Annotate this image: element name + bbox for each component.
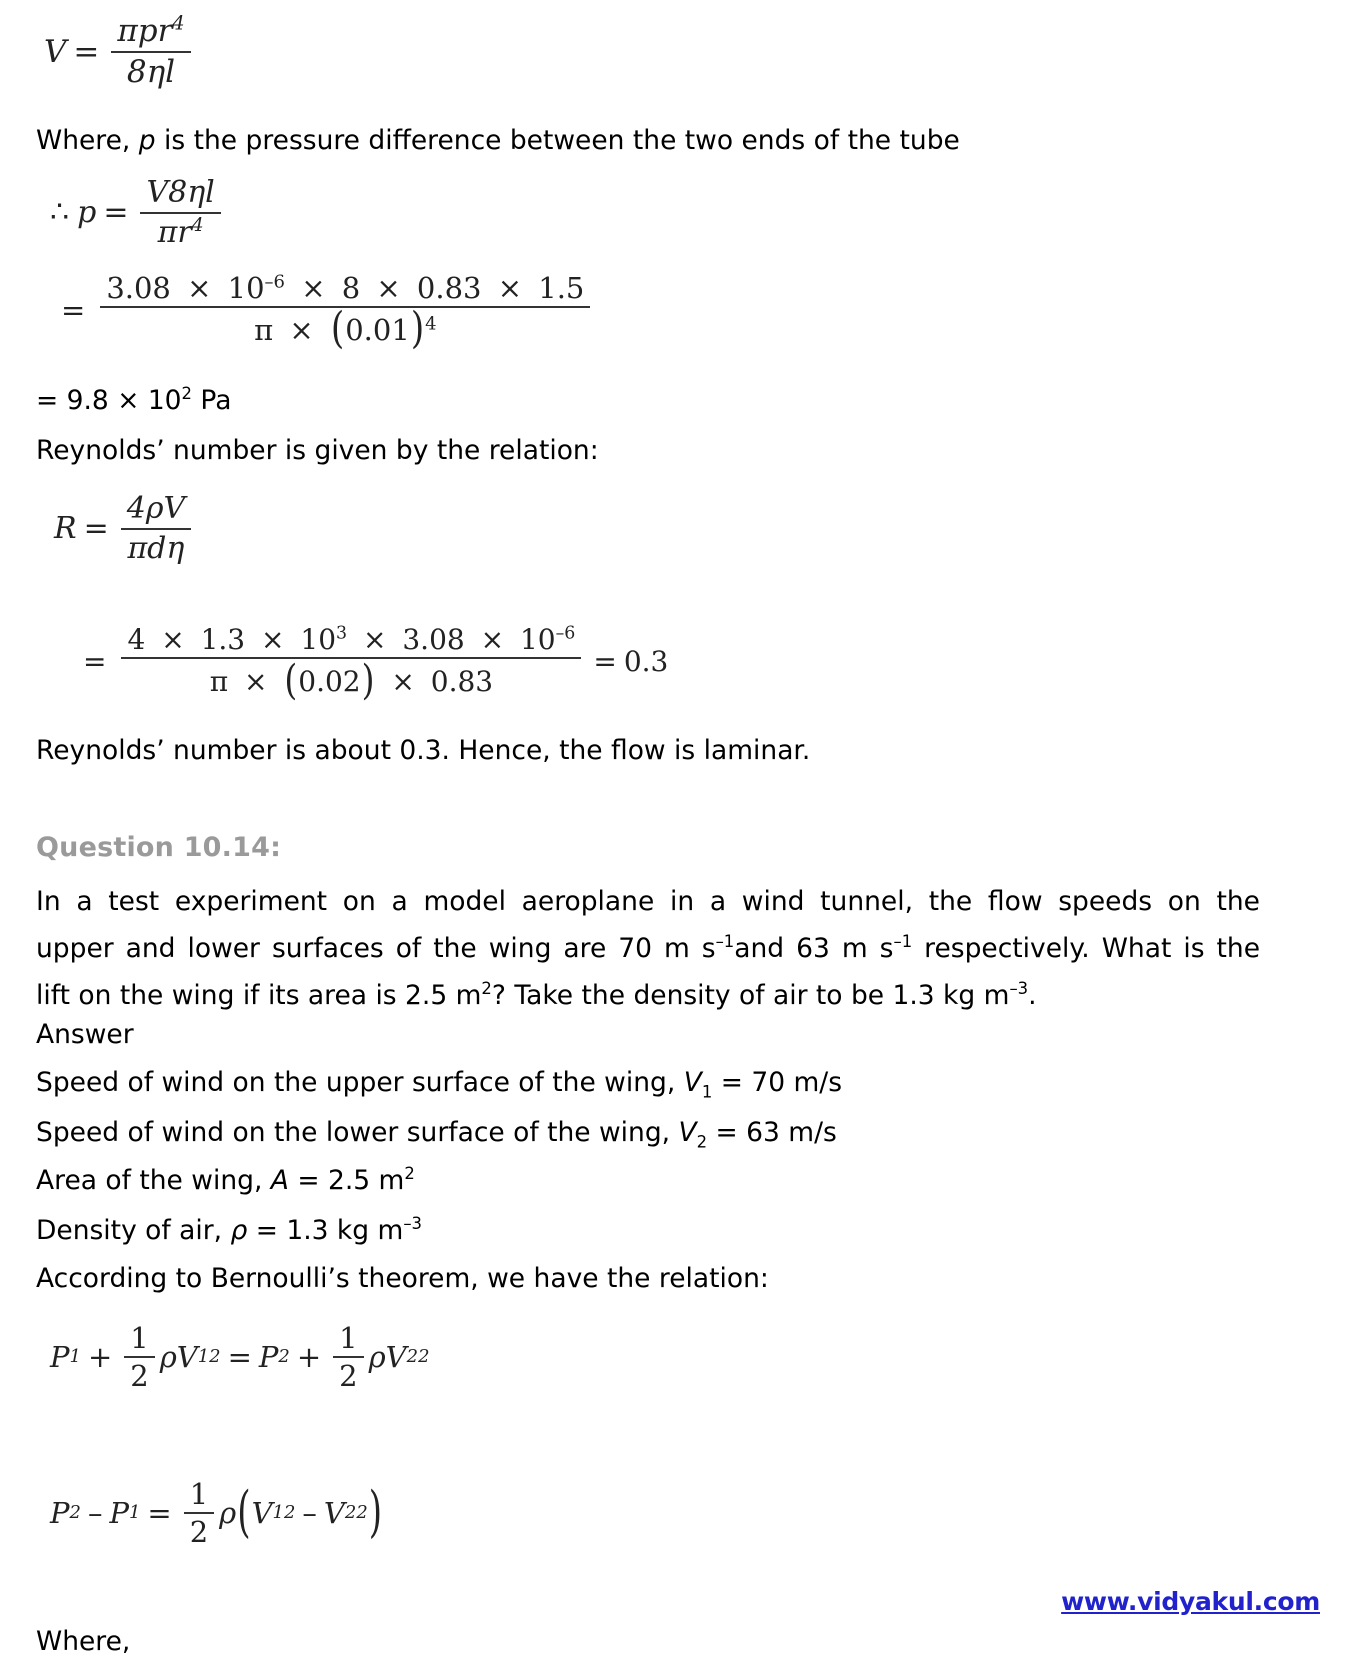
bernoulli-p1: P — [50, 1340, 70, 1375]
rn-times-1: × — [161, 623, 185, 656]
rn-times-4: × — [480, 623, 505, 656]
area-value: = 2.5 m — [288, 1165, 405, 1196]
pd-inner-minus: – — [302, 1496, 317, 1531]
bernoulli-plus-2: + — [296, 1340, 322, 1375]
rn-c-exponent: 3 — [336, 623, 348, 644]
rn-d: 3.08 — [402, 623, 465, 656]
question-line-2b: and 63 m s — [734, 933, 894, 965]
variable-v2: V — [678, 1117, 697, 1148]
question-line-1-text: In a test experiment on a model aeroplane in a wind tunnel, the flow speeds on the — [36, 886, 1260, 917]
numeric-c: 8 — [341, 271, 361, 305]
paren-close: ) — [410, 304, 425, 355]
fraction-bar — [140, 212, 220, 214]
numeric-b-exponent: –6 — [264, 271, 285, 293]
upper-speed-value: = 70 m/s — [712, 1067, 843, 1098]
question-line-3 — [36, 972, 1260, 1019]
reynolds-equals: = — [83, 511, 109, 547]
variable-p: p — [138, 125, 156, 156]
bernoulli-half-numerator: 1 — [130, 1321, 149, 1355]
times-3: × — [376, 271, 401, 305]
equation-pressure-difference: P 2 – P 1 = $\frac{1}{2}$ ρ ( V 1 2 – V 2 2 ) — [50, 1477, 383, 1550]
equation-reynolds-numeric — [76, 623, 669, 705]
bernoulli-half-denominator: 2 — [130, 1359, 149, 1394]
equation-pressure-numeric — [54, 271, 595, 355]
reynolds-intro-text: Reynolds’ number is given by the relation: — [36, 435, 599, 466]
question-line-2-sup-1: –1 — [715, 932, 735, 952]
pd-v1: V — [251, 1496, 273, 1531]
question-line-3c: . — [1028, 980, 1037, 1012]
rn-paren-close: ) — [361, 655, 375, 705]
rn-den-pi: π — [209, 665, 229, 699]
bernoulli-half2-denominator: 2 — [339, 1359, 358, 1394]
bernoulli-intro-text: According to Bernoulli’s theorem, we have the relation: — [36, 1263, 769, 1294]
pressure-denominator-exponent: 4 — [191, 214, 204, 236]
rn-den-times-1: × — [244, 665, 268, 699]
pd-half-numerator: 1 — [189, 1477, 209, 1511]
given-upper-speed — [36, 1067, 843, 1102]
question-line-3-sup-1: 2 — [481, 979, 492, 999]
poiseuille-equals: = — [73, 33, 100, 70]
where-suffix: is the pressure difference between the two ends of the tube — [155, 125, 960, 156]
where-pressure-difference-text — [36, 125, 960, 156]
times-4: × — [497, 271, 523, 305]
pd-p2: P — [50, 1496, 70, 1531]
reynolds-lhs: R — [54, 511, 77, 547]
poiseuille-lhs: V — [44, 33, 67, 70]
pressure-lhs: p — [77, 195, 97, 231]
fraction-bar — [100, 306, 590, 308]
therefore-symbol: ∴ — [50, 195, 70, 231]
rn-b: 1.3 — [200, 623, 246, 656]
pd-paren-close: ) — [368, 1481, 383, 1546]
rn-a: 4 — [127, 623, 146, 656]
question-line-2-sup-2: –1 — [893, 932, 913, 952]
pressure-equals: = — [103, 195, 129, 231]
pd-v2: V — [323, 1496, 345, 1531]
equation-bernoulli: P 1 + $\frac{1}{2}$ ρV 1 2 = P 2 + $\frac{1}{2}$ ρV 2 2 — [50, 1321, 430, 1394]
pressure-result-line — [36, 384, 232, 416]
fraction-bar — [121, 528, 191, 530]
numeric-equals: = — [61, 293, 86, 328]
reynolds-denominator: πdη — [127, 530, 185, 566]
rn-times-3: × — [362, 623, 387, 656]
variable-a: A — [270, 1165, 289, 1196]
fraction-bar — [111, 51, 190, 53]
question-line-3b: ? Take the density of air to be 1.3 kg m — [491, 980, 1010, 1012]
density-value: = 1.3 kg m — [247, 1215, 404, 1246]
question-line-3a: lift on the wing if its area is 2.5 m — [36, 980, 482, 1012]
bernoulli-equals: = — [227, 1340, 252, 1375]
density-prefix: Density of air, — [36, 1215, 231, 1246]
question-line-2 — [36, 925, 1260, 972]
bernoulli-half2-numerator: 1 — [339, 1321, 358, 1355]
answer-label: Answer — [36, 1019, 134, 1050]
bernoulli-rho-v1: ρV — [159, 1340, 198, 1375]
rn-e-exponent: –6 — [555, 623, 576, 644]
variable-v2-subscript: 2 — [696, 1132, 708, 1152]
rn-den-times-2: × — [391, 665, 415, 699]
given-lower-speed — [36, 1117, 837, 1152]
denominator-pi: π — [254, 313, 274, 348]
rn-e: 10 — [519, 623, 556, 656]
given-area — [36, 1164, 415, 1196]
times-1: × — [187, 271, 212, 305]
numeric-e: 1.5 — [538, 271, 585, 305]
pressure-result-pre: = 9.8 × 10 — [36, 385, 182, 416]
question-line-3-sup-2: –3 — [1009, 979, 1029, 999]
bernoulli-plus-1: + — [87, 1340, 113, 1375]
pd-minus: – — [87, 1496, 103, 1531]
where-footer-text: Where, — [36, 1626, 131, 1657]
area-exponent: 2 — [404, 1164, 415, 1184]
variable-rho: ρ — [230, 1215, 248, 1246]
variable-v1: V — [683, 1067, 702, 1098]
denominator-exponent: 4 — [425, 313, 437, 335]
fraction-bar — [184, 1512, 214, 1514]
where-prefix: Where, — [36, 125, 139, 156]
poiseuille-denominator: 8ηl — [126, 53, 176, 90]
lower-speed-prefix: Speed of wind on the lower surface of the wing, — [36, 1117, 679, 1148]
bernoulli-rho-v2: ρV — [368, 1340, 407, 1375]
pressure-result-exponent: 2 — [181, 384, 192, 404]
equation-pressure-solve — [50, 176, 226, 249]
numeric-b: 10 — [227, 271, 265, 305]
area-prefix: Area of the wing, — [36, 1165, 271, 1196]
rn-result-value: 0.3 — [623, 644, 669, 678]
lower-speed-value: = 63 m/s — [707, 1117, 837, 1148]
bernoulli-p2: P — [258, 1340, 279, 1375]
question-line-2c: respectively. What is the — [912, 933, 1260, 965]
times-2: × — [301, 271, 326, 305]
rn-den-last: 0.83 — [430, 665, 494, 699]
denominator-value: 0.01 — [345, 313, 410, 348]
denominator-times: × — [289, 313, 314, 348]
pd-paren-open: ( — [237, 1481, 251, 1546]
rn-den-value: 0.02 — [298, 665, 361, 699]
pd-equals: = — [147, 1496, 172, 1531]
pd-rho: ρ — [219, 1496, 237, 1531]
numeric-d: 0.83 — [416, 271, 482, 305]
given-density — [36, 1214, 423, 1246]
pd-p1: P — [109, 1496, 129, 1531]
poiseuille-numerator: πpr — [117, 13, 173, 49]
upper-speed-prefix: Speed of wind on the upper surface of the wing, — [36, 1067, 684, 1098]
equation-reynolds-definition — [54, 492, 196, 565]
fraction-bar — [124, 1356, 154, 1358]
pressure-result-post: Pa — [192, 385, 232, 416]
reynolds-conclusion-text: Reynolds’ number is about 0.3. Hence, the flow is laminar. — [36, 735, 811, 766]
rn-times-2: × — [261, 623, 285, 656]
rn-paren-open: ( — [284, 655, 298, 705]
reynolds-numerator: 4ρV — [126, 491, 186, 526]
equation-poiseuille — [44, 11, 196, 90]
fraction-bar — [333, 1356, 363, 1358]
pd-half-denominator: 2 — [189, 1515, 209, 1550]
paren-open: ( — [330, 304, 345, 355]
question-line-2a: upper and lower surfaces of the wing are 70 m s — [36, 933, 716, 965]
numeric-a: 3.08 — [106, 271, 171, 305]
poiseuille-numerator-exponent: 4 — [172, 11, 185, 35]
rn-c: 10 — [300, 623, 337, 656]
variable-v1-subscript: 1 — [701, 1082, 713, 1102]
fraction-bar — [121, 657, 581, 659]
question-body — [36, 878, 1260, 1019]
vidyakul-watermark-link[interactable]: www.vidyakul.com — [1061, 1587, 1320, 1616]
question-line-1 — [36, 878, 1260, 925]
density-exponent: –3 — [403, 1214, 423, 1234]
question-heading: Question 10.14: — [36, 832, 282, 863]
pressure-denominator: πr — [157, 214, 192, 250]
pressure-numerator: V8ηl — [146, 175, 215, 210]
reynolds-numeric-equals: = — [83, 644, 107, 678]
rn-result-equals: = — [593, 644, 617, 678]
